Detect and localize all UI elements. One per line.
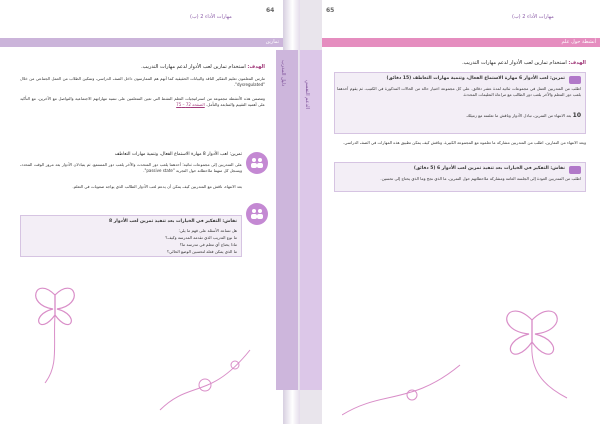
discussion-box <box>20 215 242 257</box>
left-page <box>0 0 283 424</box>
goal-prefix: الهدف: <box>247 64 265 70</box>
exercise-tail-text: بعد الانتهاء من التمرين، تبادل الأدوار وناقش ما تعلمته مع زميلك. <box>465 113 572 118</box>
discussion-line: ما الذي يمكن فعله لتحسين الوضع الحالي؟ <box>166 249 237 254</box>
group-icon <box>246 152 268 174</box>
butterfly-decoration <box>472 290 592 400</box>
activity-title: تمرين: لعب الأدوار 8 مهارة الاستماع الفعال، وتنمية مهارات التعاطف <box>114 152 242 157</box>
paragraph-2-text: وتتضمن هذه الأنشطة مجموعة من استراتيجيات التعلم النشط التي تعين المتعلمين على تنمية مهاراتهم الاجتماعية والتواصل مع الآخرين، مع التأكيد على أهمية التقييم والمتابعة والتأمل. <box>20 96 265 107</box>
discussion-box-title: نقاش: التفكير في الخيارات بعد تنفيذ تمرين لعب الأدوار 8 <box>109 219 237 224</box>
goal-text: استخدام تمارين لعب الأدوار لدعم مهارات التدريب. <box>141 64 246 70</box>
running-header: مهارات الأداء 2 (ب) <box>512 14 554 20</box>
paragraph-1: مارس المعلمون تعليم التفكير الناقد والبيانات الحقيقية كما أنهم هم الممارسون داخل الصف الدراسي، وتمكين الطلاب من العمل الجماعي من خلال "dysregulated". <box>20 76 265 87</box>
discussion-line: ما نوع التدريب الذي تقدمه المدرسة وكيف؟ <box>165 235 237 240</box>
discussion-box <box>334 162 586 192</box>
paragraph-1: وبعد الانتهاء من التمارين، اطلب من المتدربين مشاركة ما تعلموه مع المجموعة الكبيرة، وناقش كيف يمكن تطبيق هذه المهارات في الصف الدراسي. <box>343 140 586 145</box>
discussion-line: هل تساعد الأسئلة على فهم ما يلي: <box>178 228 237 233</box>
exercise-box-title: تمرين: لعب الأدوار 6 مهارة الاستماع الفعال، وتنمية مهارات التعاطف (15 دقائق) <box>386 76 565 81</box>
section-band: تمارين <box>0 38 283 47</box>
group-icon <box>246 203 268 225</box>
section-band: أنشطة حول علم <box>322 38 600 47</box>
exercise-duration: 10 <box>572 112 581 119</box>
page-number: 65 <box>326 7 335 14</box>
exercise-box-text: اطلب من المتدربين العمل في مجموعات ثنائية لمدة عشر دقائق. على كل مجموعة اختيار حالة من الحالات المذكورة في الكتيب، ثم يقوم أحدهما بلعب دور المعلم والآخر بلعب دور الطالب مع مراعاة التعليمات المحددة. <box>337 86 581 97</box>
spine-tab-label: دليل المدرب <box>280 60 286 87</box>
exercise-box-tail <box>337 113 581 119</box>
spine-tab-right <box>300 50 322 390</box>
flower-decoration <box>150 340 260 420</box>
page-number: 64 <box>266 7 275 14</box>
activity-badge <box>569 76 581 84</box>
goal-text: استخدام تمارين لعب الأدوار لدعم مهارات التدريب. <box>462 60 567 66</box>
spine-tab <box>276 50 298 390</box>
activity-paragraph: على المتدربين إلى مجموعات ثنائية: أحدهما يلعب دور المتحدث والآخر يلعب دور المستمع. ثم يتبادلان الأدوار بعد مرور الوقت المحدد، ويسجل كل منهما ملاحظاته حول التجربة "passive state". <box>20 162 242 173</box>
spine-tab-label: الدعم النفسي <box>304 80 310 110</box>
discussion-line: ماذا يحتاج أي معلم في مدرسة ما؟ <box>179 242 237 247</box>
right-page <box>322 0 600 424</box>
running-header: مهارات الأداء 2 (ب) <box>190 14 232 20</box>
goal-line <box>20 64 265 70</box>
goal-line <box>334 60 586 66</box>
paragraph-2 <box>20 96 265 108</box>
discussion-box-title: نقاش: التفكير في الخيارات بعد تنفيذ تمرين لعب الأدوار 6 (5 دقائق) <box>413 166 565 171</box>
activity-paragraph-2: بعد الانتهاء، ناقش مع المتدربين كيف يمكن أن يدعم لعب الأدوار الطالب الذي يواجه صعوبات في التعلم. <box>72 184 242 189</box>
butterfly-decoration <box>25 275 85 385</box>
discussion-box-text: اطلب من المتدربين العودة إلى الجلسة العامة ومشاركة ملاحظاتهم حول التمرين، ما الذي نجح وما الذي يحتاج إلى تحسين. <box>380 176 581 181</box>
goal-prefix: الهدف: <box>568 60 586 66</box>
page-reference: الصفحة 72 – 75 <box>176 102 205 107</box>
exercise-box <box>334 72 586 134</box>
flower-decoration <box>342 360 462 420</box>
activity-badge <box>569 166 581 174</box>
